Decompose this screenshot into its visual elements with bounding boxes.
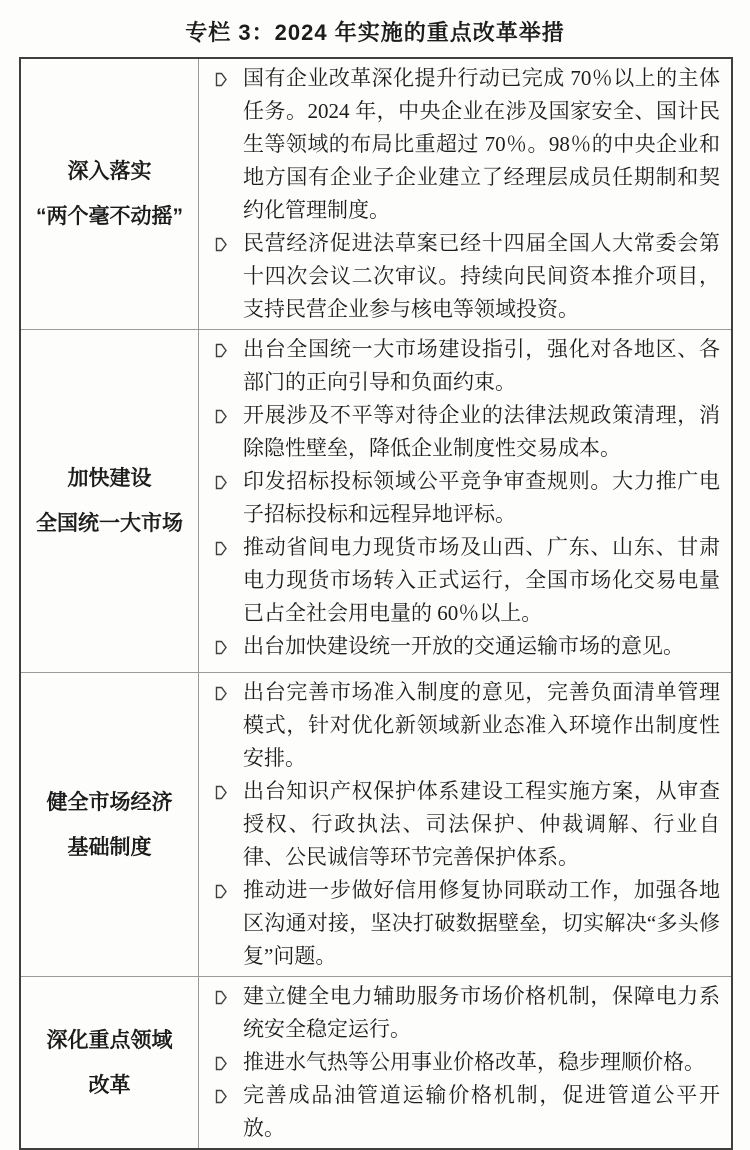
row-header-line: 基础制度 <box>67 835 152 859</box>
row-header <box>21 673 199 976</box>
list-item <box>199 630 720 663</box>
right-arrow-outline-icon <box>199 227 243 254</box>
list-item-text: 出台完善市场准入制度的意见，完善负面清单管理模式，针对优化新领域新业态准入环境作出制度性安排。 <box>243 680 720 770</box>
list-item <box>199 465 720 531</box>
table-row-two-unswervings <box>21 59 731 329</box>
list-item-text: 出台知识产权保护体系建设工程实施方案，从审查授权、行政执法、司法保护、仲裁调解、行业自律、公民诚信等环节完善保护体系。 <box>243 779 720 869</box>
row-content <box>199 59 731 329</box>
row-header-line: 改革 <box>88 1073 131 1097</box>
list-item-text: 建立健全电力辅助服务市场价格机制，保障电力系统安全稳定运行。 <box>243 984 720 1041</box>
right-arrow-outline-icon <box>199 1046 243 1073</box>
list-item-text: 印发招标投标领域公平竞争审查规则。大力推广电子招标投标和远程异地评标。 <box>243 469 720 526</box>
list-item-text: 出台全国统一大市场建设指引，强化对各地区、各部门的正向引导和负面约束。 <box>243 337 720 394</box>
right-arrow-outline-icon <box>199 874 243 901</box>
right-arrow-outline-icon <box>199 676 243 703</box>
page-title: 专栏 3：2024 年实施的重点改革举措 <box>185 20 565 45</box>
row-content <box>199 977 731 1148</box>
list-item <box>199 775 720 874</box>
table-row-key-sector-reform <box>21 976 731 1148</box>
list-item <box>199 62 720 227</box>
right-arrow-outline-icon <box>199 1079 243 1106</box>
list-item <box>199 874 720 973</box>
right-arrow-outline-icon <box>199 465 243 492</box>
right-arrow-outline-icon <box>199 531 243 558</box>
list-item-text: 推动省间电力现货市场及山西、广东、山东、甘肃电力现货市场转入正式运行，全国市场化交易电量已占全社会用电量的 60％以上。 <box>243 535 720 625</box>
right-arrow-outline-icon <box>199 333 243 360</box>
right-arrow-outline-icon <box>199 775 243 802</box>
list-item-text: 推动进一步做好信用修复协同联动工作，加强各地区沟通对接，坚决打破数据壁垒，切实解决“多头修复”问题。 <box>243 878 720 968</box>
list-item-text: 民营经济促进法草案已经十四届全国人大常委会第十四次会议二次审议。持续向民间资本推介项目，支持民营企业参与核电等领域投资。 <box>243 231 720 321</box>
list-item-text: 开展涉及不平等对待企业的法律法规政策清理，消除隐性壁垒，降低企业制度性交易成本。 <box>243 403 720 460</box>
list-item <box>199 1046 720 1079</box>
row-header-line: 加快建设 <box>67 467 152 490</box>
row-content <box>199 330 731 672</box>
row-header <box>21 977 199 1148</box>
list-item-text: 出台加快建设统一开放的交通运输市场的意见。 <box>243 634 684 658</box>
row-header-line: 健全市场经济 <box>46 790 173 814</box>
row-header-line: 深化重点领域 <box>46 1028 173 1052</box>
right-arrow-outline-icon <box>199 399 243 426</box>
reform-measures-table <box>19 57 733 1150</box>
row-header <box>21 59 199 329</box>
list-item <box>199 980 720 1046</box>
list-item <box>199 531 720 630</box>
row-content <box>199 673 731 976</box>
row-header-line: “两个毫不动摇” <box>36 205 183 228</box>
table-row-market-economy-systems <box>21 672 731 976</box>
list-item-text: 国有企业改革深化提升行动已完成 70％以上的主体任务。2024 年，中央企业在涉及国家安全、国计民生等领域的布局比重超过 70％。98％的中央企业和地方国有企业子企业建立了经理层成员任期制和契约化管理制度。 <box>243 66 720 222</box>
list-item <box>199 227 720 326</box>
row-header <box>21 330 199 672</box>
list-item <box>199 399 720 465</box>
right-arrow-outline-icon <box>199 980 243 1007</box>
table-row-unified-market <box>21 329 731 672</box>
list-item <box>199 333 720 399</box>
right-arrow-outline-icon <box>199 630 243 657</box>
right-arrow-outline-icon <box>199 62 243 89</box>
list-item-text: 完善成品油管道运输价格机制，促进管道公平开放。 <box>243 1083 720 1140</box>
row-header-line: 深入落实 <box>67 160 152 183</box>
list-item <box>199 1079 720 1145</box>
list-item-text: 推进水气热等公用事业价格改革，稳步理顺价格。 <box>243 1050 705 1074</box>
list-item <box>199 676 720 775</box>
row-header-line: 全国统一大市场 <box>36 512 183 535</box>
